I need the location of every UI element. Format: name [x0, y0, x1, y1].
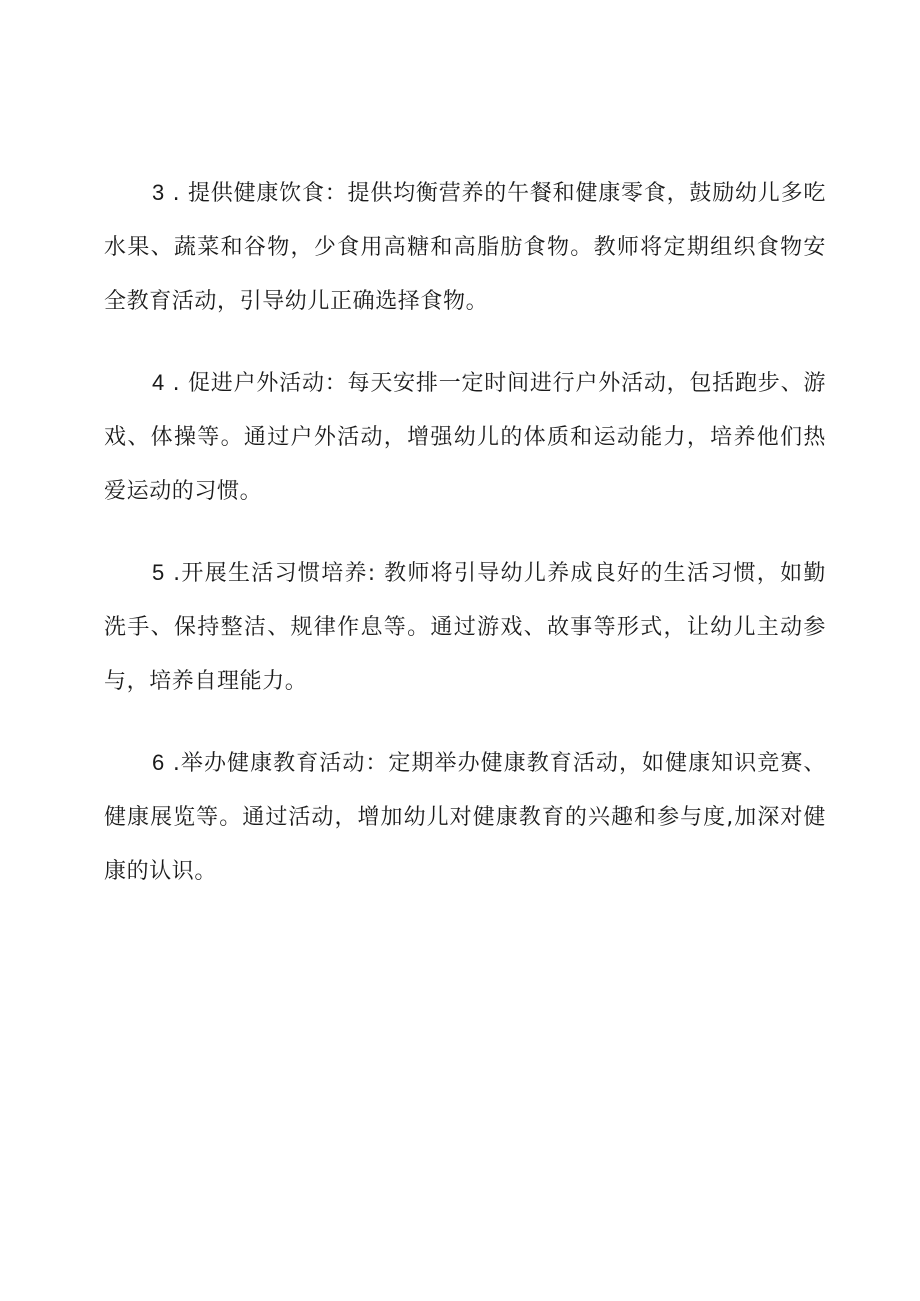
paragraph-number: 4	[152, 370, 165, 395]
paragraph-item-5	[104, 546, 826, 709]
paragraph-text: .举办健康教育活动：定期举办健康教育活动，如健康知识竞赛、健康展览等。通过活动，增加幼儿对健康教育的兴趣和参与度,加深对健康的认识。	[104, 751, 826, 884]
paragraph-item-4	[104, 356, 826, 519]
paragraph-number: 5	[152, 560, 165, 585]
paragraph-number: 6	[152, 750, 165, 775]
paragraph-item-3	[104, 166, 826, 329]
paragraph-item-6	[104, 736, 826, 899]
paragraph-text: .开展生活习惯培养: 教师将引导幼儿养成良好的生活习惯，如勤洗手、保持整洁、规律作息等。通过游戏、故事等形式，让幼儿主动参与，培养自理能力。	[104, 561, 826, 694]
paragraph-text: . 提供健康饮食：提供均衡营养的午餐和健康零食，鼓励幼儿多吃水果、蔬菜和谷物，少食用高糖和高脂肪食物。教师将定期组织食物安全教育活动，引导幼儿正确选择食物。	[104, 181, 826, 314]
paragraph-number: 3	[152, 180, 165, 205]
paragraph-text: . 促进户外活动：每天安排一定时间进行户外活动，包括跑步、游戏、体操等。通过户外活动，增强幼儿的体质和运动能力，培养他们热爱运动的习惯。	[104, 371, 826, 504]
